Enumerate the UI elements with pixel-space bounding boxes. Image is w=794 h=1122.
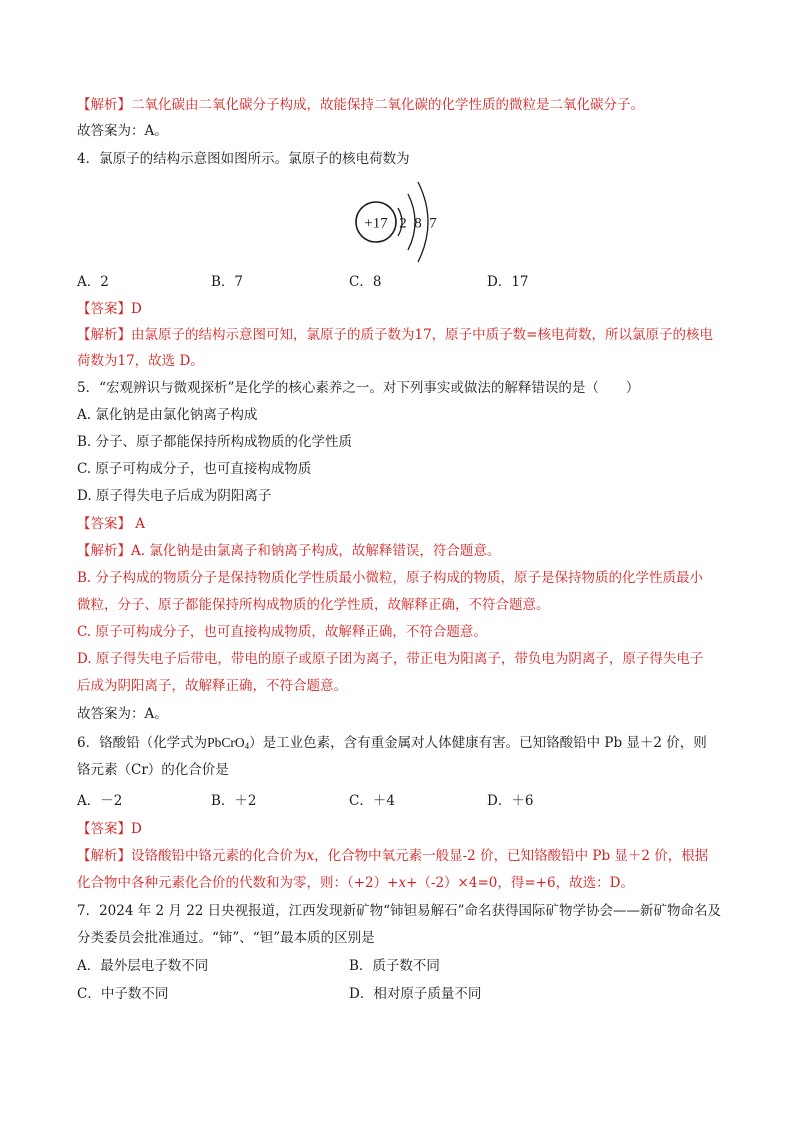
q5-analysis-c: C. 原子可构成分子，也可直接构成物质，故解释正确，不符合题意。 bbox=[77, 624, 487, 640]
q4-option-b: B．7 bbox=[211, 274, 244, 290]
q5-final-answer: 故答案为：A。 bbox=[77, 706, 168, 722]
answer-value: D bbox=[131, 301, 142, 317]
analysis-text-a: 化合物中各种元素化合价的代数和为零，则：（+2）+ bbox=[77, 875, 399, 891]
q6-analysis-line-2 bbox=[77, 873, 727, 893]
q7-option-c: C．中子数不同 bbox=[77, 986, 169, 1002]
q4-stem: 4．氯原子的结构示意图如图所示。氯原子的核电荷数为 bbox=[77, 151, 410, 167]
q6-option-a: A．－2 bbox=[77, 793, 123, 809]
q7-option-d: D．相对原子质量不同 bbox=[349, 986, 482, 1002]
q7-option-b: B．质子数不同 bbox=[349, 958, 440, 974]
analysis-text-b: +（-2）×4=0，得=+6，故选：D。 bbox=[406, 875, 634, 891]
q6-stem-line-1 bbox=[77, 733, 727, 756]
q6-answer bbox=[77, 819, 727, 839]
q4-option-a: A．2 bbox=[77, 274, 109, 290]
analysis-text-a: 设铬酸铅中铬元素的化合价为 bbox=[131, 848, 307, 864]
q6-option-c: C．＋4 bbox=[349, 793, 395, 809]
analysis-tag: 【解析】 bbox=[77, 543, 131, 559]
q5-answer bbox=[77, 514, 727, 534]
answer-tag: 【答案】 bbox=[77, 516, 131, 532]
q5-analysis-d-2: 后成为阴阳离子，故解释正确，不符合题意。 bbox=[77, 678, 347, 694]
analysis-text: 二氧化碳由二氧化碳分子构成，故能保持二氧化碳的化学性质的微粒是二氧化碳分子。 bbox=[131, 97, 644, 113]
answer-tag: 【答案】 bbox=[77, 821, 131, 837]
answer-value: A bbox=[131, 516, 146, 532]
shell-electrons-1: 2 bbox=[399, 215, 407, 232]
q5-option-c: C. 原子可构成分子，也可直接构成物质 bbox=[77, 461, 312, 477]
answer-tag: 【答案】 bbox=[77, 301, 131, 317]
q6-option-b: B．＋2 bbox=[211, 793, 257, 809]
formula-subscript: 4 bbox=[244, 741, 250, 751]
q6-stem-a: 6．铬酸铅（化学式为 bbox=[77, 735, 208, 751]
q5-option-a: A. 氯化钠是由氯化钠离子构成 bbox=[77, 407, 258, 423]
variable-x: x bbox=[306, 848, 315, 864]
shell-electrons-2: 8 bbox=[414, 215, 422, 232]
analysis-text-b: ，化合物中氧元素一般显-2 价，已知铬酸铅中 Pb 显＋2 价，根据 bbox=[314, 848, 709, 864]
prev-final-answer: 故答案为：A。 bbox=[77, 123, 168, 139]
analysis-tag: 【解析】 bbox=[77, 97, 131, 113]
analysis-tag: 【解析】 bbox=[77, 327, 131, 343]
q4-answer bbox=[77, 299, 727, 319]
q5-stem: 5．“宏观辨识与微观探析”是化学的核心素养之一。对下列事实或做法的解释错误的是（ ） bbox=[77, 380, 640, 396]
q7-stem-line-1: 7．2024 年 2 月 22 日央视报道，江西发现新矿物“铈钽易解石”命名获得国际矿物学协会——新矿物命名及 bbox=[77, 903, 721, 919]
q5-analysis-a bbox=[77, 541, 727, 561]
analysis-tag: 【解析】 bbox=[77, 848, 131, 864]
q6-analysis-line-1 bbox=[77, 846, 727, 866]
q4-analysis-line-2: 荷数为17，故选 D。 bbox=[77, 353, 204, 369]
q4-option-c: C．8 bbox=[349, 274, 382, 290]
q6-stem-line-2: 铬元素（Cr）的化合价是 bbox=[77, 762, 229, 778]
q5-analysis-b-1: B. 分子构成的物质分子是保持物质化学性质最小微粒，原子构成的物质，原子是保持物质的化学性质最小 bbox=[77, 570, 704, 586]
analysis-text: 由氯原子的结构示意图可知，氯原子的质子数为17，原子中质子数=核电荷数，所以氯原子的核电 bbox=[131, 327, 713, 343]
answer-value: D bbox=[131, 821, 142, 837]
variable-x: x bbox=[398, 875, 407, 891]
analysis-text: A. 氯化钠是由氯离子和钠离子构成，故解释错误，符合题意。 bbox=[131, 543, 501, 559]
q4-option-d: D．17 bbox=[487, 274, 529, 290]
nucleus-charge: +17 bbox=[364, 215, 388, 232]
q5-analysis-d-1: D. 原子得失电子后带电，带电的原子或原子团为离子，带正电为阳离子，带负电为阴离子，原子得失电子 bbox=[77, 651, 704, 667]
q5-option-d: D. 原子得失电子后成为阴阳离子 bbox=[77, 488, 272, 504]
shell-electrons-3: 7 bbox=[429, 215, 437, 232]
q5-analysis-b-2: 微粒，分子、原子都能保持所构成物质的化学性质，故解释正确，不符合题意。 bbox=[77, 597, 550, 613]
q7-stem-line-2: 分类委员会批准通过。“铈”、“钽”最本质的区别是 bbox=[77, 930, 375, 946]
q5-option-b: B. 分子、原子都能保持所构成物质的化学性质 bbox=[77, 434, 353, 450]
q4-analysis-line-1 bbox=[77, 325, 727, 345]
prev-analysis-line bbox=[77, 95, 727, 115]
chemical-formula bbox=[207, 735, 249, 750]
formula-main: PbCrO bbox=[207, 735, 245, 750]
q7-option-a: A．最外层电子数不同 bbox=[77, 958, 209, 974]
q6-stem-b: ）是工业色素，含有重金属对人体健康有害。已知铬酸铅中 Pb 显＋2 价，则 bbox=[249, 735, 707, 751]
q6-option-d: D．＋6 bbox=[487, 793, 534, 809]
chlorine-atom-diagram bbox=[352, 174, 452, 274]
